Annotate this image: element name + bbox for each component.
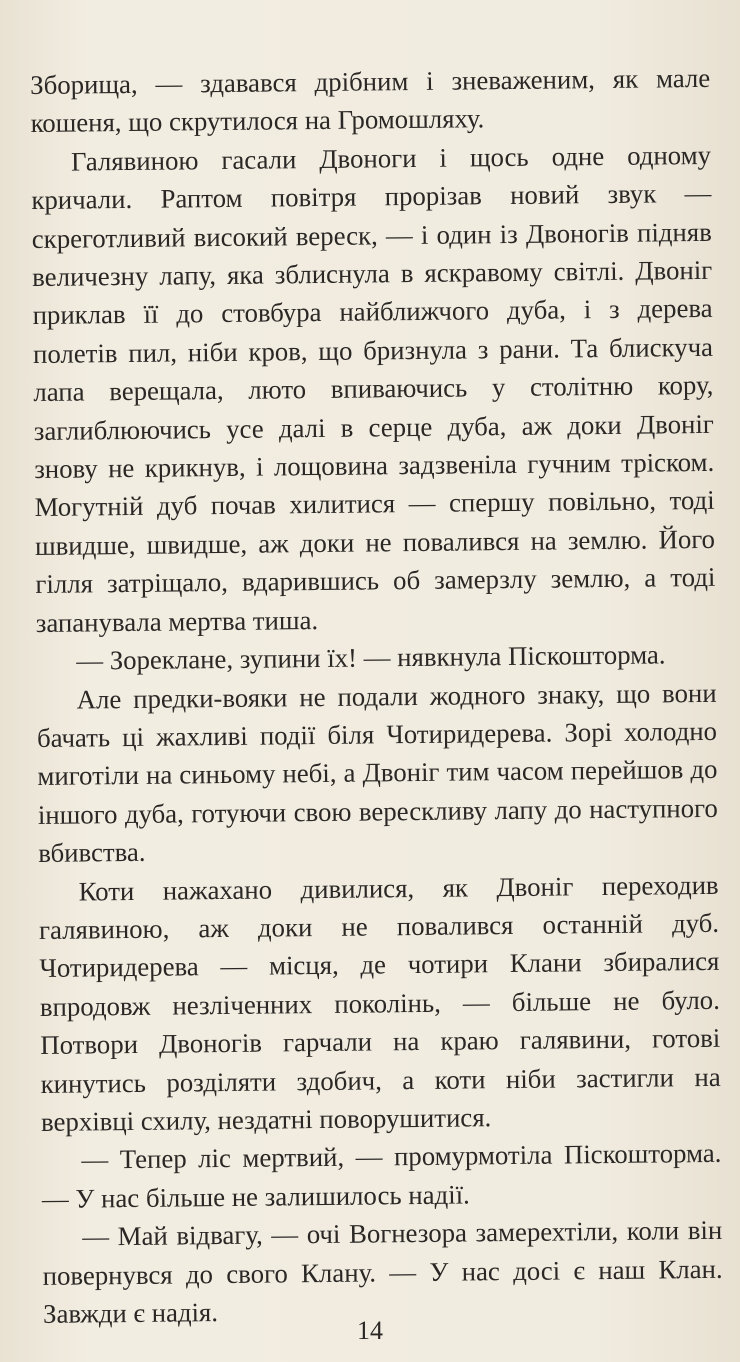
body-text <box>30 59 723 1333</box>
paragraph-ancestors: Але предки-вояки не подали жодного знаку, що вони бачать ці жахливі події біля Чотиридерева. Зорі холодно миготіли на синьому небі, а Двоніг тим часом перейшов до іншого дуба, готуючи свою верескливу лапу до наступного вбивства. <box>36 677 718 869</box>
paragraph-forest-dead: — Тепер ліс мертвий, — промурмотіла Піскошторма. — У нас більше не залишилось надії. <box>41 1138 722 1214</box>
paragraph-clearing: Галявиною гасали Двоноги і щось одне одному кричали. Раптом повітря прорізав новий звук — скреготливий високий вереск, — і один із Двоногів підняв величезну лапу, яка зблиснула в яскравому світлі. Двоніг приклав її до стовбура найближчого дуба, і з дерева полетів пил, ніби кров, що бризнула з рани. Та блискуча лапа верещала, люто впиваючись у столітню кору, заглиблюючись усе далі в серце дуба, аж доки Двоніг знову не крикнув, і лощовина задзвеніла гучним тріском. Могутній дуб почав хилитися — спершу повільно, тоді швидше, швидше, аж доки не повалився на землю. Його гілля затріщало, вдарившись об замерзлу землю, а тоді запанувала мертва тиша. <box>31 139 716 638</box>
paragraph-continuation: Зборища, — здавався дрібним і зневаженим, як мале кошеня, що скрутилося на Громошляху. <box>30 62 711 139</box>
page-number: 14 <box>357 1316 383 1345</box>
paragraph-fourtrees: Коти нажахано дивилися, як Двоніг переходив галявиною, аж доки не повалився останній дуб. Чотиридерева — місця, де чотири Клани збиралися впродовж незліченних поколінь, — більше не було. Потвори Двоногів гарчали на краю галявини, готові кинутись розділяти здобич, а коти ніби застигли на верхівці схилу, нездатні поворушитися. <box>38 869 721 1137</box>
paragraph-hope: — Май відвагу, — очі Вогнезора замерехтіли, коли він повернувся до свого Клану. — У нас досі є наш Клан. Завжди є надія. <box>42 1215 723 1329</box>
paragraph-sandstorm-cry: — Зореклане, зупини їх! — нявкнула Піскошторма. <box>76 639 666 676</box>
